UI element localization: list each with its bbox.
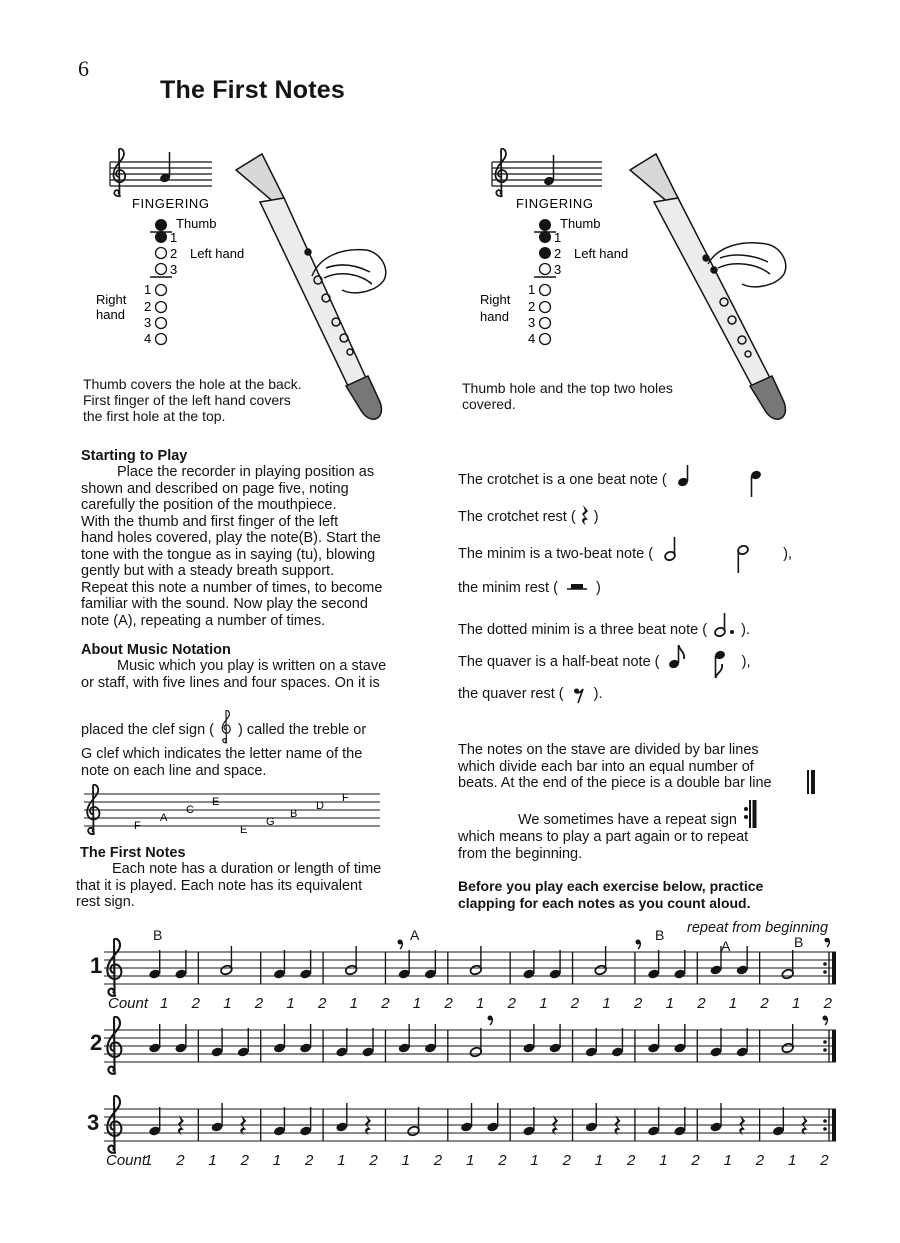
double-bar-line-icon	[806, 770, 816, 794]
count-number: 2	[498, 1152, 507, 1169]
count-number: 2	[755, 1152, 765, 1169]
svg-text:4: 4	[144, 331, 152, 346]
treble-clef-icon	[215, 710, 237, 744]
count-number: 2	[634, 995, 643, 1012]
breath-mark	[398, 940, 403, 945]
svg-text:E: E	[212, 796, 220, 808]
fingering-label: FINGERING	[132, 196, 210, 211]
exercise-number-3: 3	[87, 1110, 100, 1135]
bar-lines-text: The notes on the stave are divided by bar lines which divide each bar into an equal number of beats. At the end of the piece is a double bar line	[458, 742, 772, 791]
thumb-hole	[155, 219, 167, 231]
crotchet-rest-icon	[580, 504, 590, 526]
count-number: 2	[176, 1152, 185, 1169]
repeat-sign-text: which means to play a part again or to repeat from the beginning.	[458, 829, 749, 862]
svg-text:3: 3	[554, 262, 562, 277]
repeat-sign-icon	[743, 800, 757, 828]
treble-clef-icon	[107, 1017, 121, 1074]
svg-text:B: B	[290, 808, 298, 820]
minim-rest-icon	[566, 582, 588, 592]
count-number: 2	[627, 1152, 636, 1169]
count-number: 2	[562, 1152, 571, 1169]
repeat-dot	[823, 1127, 827, 1131]
count-row-1	[108, 995, 838, 1013]
repeat-dot	[823, 1040, 827, 1044]
fingering-label: FINGERING	[516, 196, 594, 211]
svg-text:G: G	[266, 816, 275, 828]
count-number: 2	[823, 995, 832, 1012]
count-number: 2	[820, 1152, 829, 1169]
svg-text:4: 4	[528, 331, 536, 346]
count-number: 2	[254, 995, 264, 1012]
right-hand-label: Right	[96, 292, 127, 307]
count-number: 2	[760, 995, 769, 1012]
marker-a-2: A	[721, 938, 731, 954]
svg-text:3: 3	[144, 315, 152, 330]
double-bar-thick	[832, 952, 836, 984]
svg-text:hand: hand	[480, 309, 509, 324]
count-number: 1	[337, 1152, 346, 1169]
note-names-staff	[76, 780, 386, 836]
svg-text:1: 1	[528, 282, 536, 297]
right-hand-label: Right	[480, 292, 511, 307]
quaver-stem-down-icon	[712, 650, 726, 680]
clef-sentence: placed the clef sign ( ) called the treble or	[81, 710, 421, 744]
exercise-staves	[100, 938, 850, 1188]
count-number: 1	[530, 1152, 539, 1169]
repeat-dot	[823, 962, 827, 966]
svg-text:D: D	[316, 800, 324, 812]
repeat-label: repeat from beginning	[687, 920, 829, 936]
count-label: Count	[106, 1152, 147, 1169]
count-number: 2	[570, 995, 580, 1012]
count-number: 1	[665, 995, 674, 1012]
count-number: 1	[728, 995, 738, 1012]
count-number: 1	[286, 995, 295, 1012]
marker-b-3: B	[794, 934, 804, 950]
count-number: 1	[349, 995, 358, 1012]
count-row-3	[106, 1152, 836, 1170]
heading-notation: About Music Notation	[81, 642, 231, 658]
clef-sentence-2: G clef which indicates the letter name of the note on each line and space.	[81, 746, 363, 779]
quaver-rest-icon	[573, 686, 585, 704]
count-number: 2	[691, 1152, 700, 1169]
count-number: 2	[305, 1152, 314, 1169]
repeat-dot	[823, 1048, 827, 1052]
thumb-label: Thumb	[560, 216, 601, 231]
quaver-rest-line: the quaver rest ( ).	[458, 686, 603, 702]
count-number: 1	[788, 1152, 797, 1169]
count-number: 2	[381, 995, 390, 1012]
heading-starting: Starting to Play	[81, 448, 188, 464]
svg-text:2: 2	[170, 246, 178, 261]
count-label: Count	[108, 995, 149, 1012]
svg-text:3: 3	[170, 262, 178, 277]
exercise-number-1: 1	[90, 953, 103, 978]
heading-first-notes: The First Notes	[80, 845, 186, 861]
minim-stem-down-icon	[735, 544, 751, 574]
dotted-minim-line: The dotted minim is a three beat note ( ).	[458, 612, 750, 638]
count-number: 1	[594, 1152, 604, 1169]
left-hand-label: Left hand	[190, 246, 245, 261]
count-number: 1	[208, 1152, 217, 1169]
svg-text:1: 1	[554, 230, 562, 245]
thumb-label: Thumb	[176, 216, 217, 231]
minim-rest-line: the minim rest ( )	[458, 580, 601, 596]
svg-text:E: E	[240, 824, 248, 836]
breath-mark	[488, 1016, 493, 1021]
caption-right: Thumb hole and the top two holes covered.	[462, 380, 673, 412]
treble-clef-icon	[107, 939, 121, 996]
count-number: 1	[223, 995, 232, 1012]
count-number: 1	[412, 995, 422, 1012]
practice-instructions: Before you play each exercise below, practice clapping for each notes as you count aloud.	[458, 878, 764, 911]
repeat-sign-line: We sometimes have a repeat sign	[518, 812, 737, 828]
exercise-number-2: 2	[90, 1030, 103, 1055]
left-hand-label: Left hand	[574, 246, 629, 261]
double-bar-thick	[832, 1109, 836, 1141]
svg-text:A: A	[160, 812, 168, 824]
svg-text:2: 2	[528, 299, 536, 314]
count-number: 1	[476, 995, 485, 1012]
svg-text:F: F	[134, 820, 141, 832]
count-number: 1	[539, 995, 548, 1012]
svg-text:3: 3	[528, 315, 536, 330]
count-number: 1	[466, 1152, 475, 1169]
crotchet-line: The crotchet is a one beat note (	[458, 464, 763, 498]
marker-b-2: B	[655, 927, 665, 943]
minim-icon	[663, 536, 679, 562]
count-number: 1	[144, 1152, 153, 1169]
count-number: 1	[272, 1152, 282, 1169]
count-number: 2	[369, 1152, 378, 1169]
count-number: 1	[602, 995, 611, 1012]
first-notes-section: The First Notes Each note has a duration or length of time that it is played. Each note has its equivalent rest sign.	[80, 845, 430, 911]
crotchet-rest-line: The crotchet rest ( )	[458, 504, 599, 526]
breath-mark	[823, 1016, 828, 1021]
svg-text:1: 1	[144, 282, 152, 297]
marker-a-1: A	[410, 927, 420, 943]
breath-mark	[636, 940, 641, 945]
marker-b-1: B	[153, 927, 163, 943]
count-number: 2	[240, 1152, 249, 1169]
page-number: 6	[78, 56, 89, 81]
minim-line: The minim is a two-beat note ( ),	[458, 536, 792, 574]
quaver-icon	[668, 644, 686, 670]
double-bar-thick	[832, 1030, 836, 1062]
svg-text:2: 2	[554, 246, 562, 261]
caption-left: Thumb covers the hole at the back. First finger of the left hand covers the first hole at the top.	[83, 376, 302, 424]
svg-text:2: 2	[144, 299, 152, 314]
dotted-minim-icon	[713, 612, 737, 638]
count-number: 1	[401, 1152, 410, 1169]
svg-text:hand: hand	[96, 307, 125, 322]
count-number: 2	[433, 1152, 443, 1169]
count-number: 1	[792, 995, 801, 1012]
count-number: 2	[444, 995, 453, 1012]
page-title: The First Notes	[160, 76, 345, 104]
crotchet-icon	[677, 464, 691, 488]
quaver-line: The quaver is a half-beat note ( ),	[458, 644, 750, 680]
svg-text:C: C	[186, 804, 194, 816]
count-number: 2	[697, 995, 706, 1012]
count-number: 2	[507, 995, 516, 1012]
repeat-dot	[823, 1119, 827, 1123]
repeat-dot	[823, 970, 827, 974]
starting-to-play: Starting to Play Place the recorder in playing position as shown and described on page five, noting carefully the position of the mouthpiece. With the thumb and first finger of the left hand holes covered, play the note(B). Start the tone with the tongue as in saying (tu), blowing gently but with a steady breath support. Repeat this note a number of times, to become familiar with the sound. Now play the second note (A), repeating a number of times.	[81, 448, 421, 629]
count-number: 2	[318, 995, 327, 1012]
count-number: 2	[191, 995, 200, 1012]
svg-text:1: 1	[170, 230, 178, 245]
about-notation: About Music Notation Music which you play is written on a stave or staff, with five lines and four spaces. On it is	[81, 642, 421, 691]
count-number: 1	[659, 1152, 668, 1169]
svg-text:F: F	[342, 792, 349, 804]
count-number: 1	[160, 995, 169, 1012]
count-number: 1	[723, 1152, 732, 1169]
treble-clef-icon	[107, 1096, 121, 1153]
crotchet-stem-down-icon	[749, 470, 763, 498]
